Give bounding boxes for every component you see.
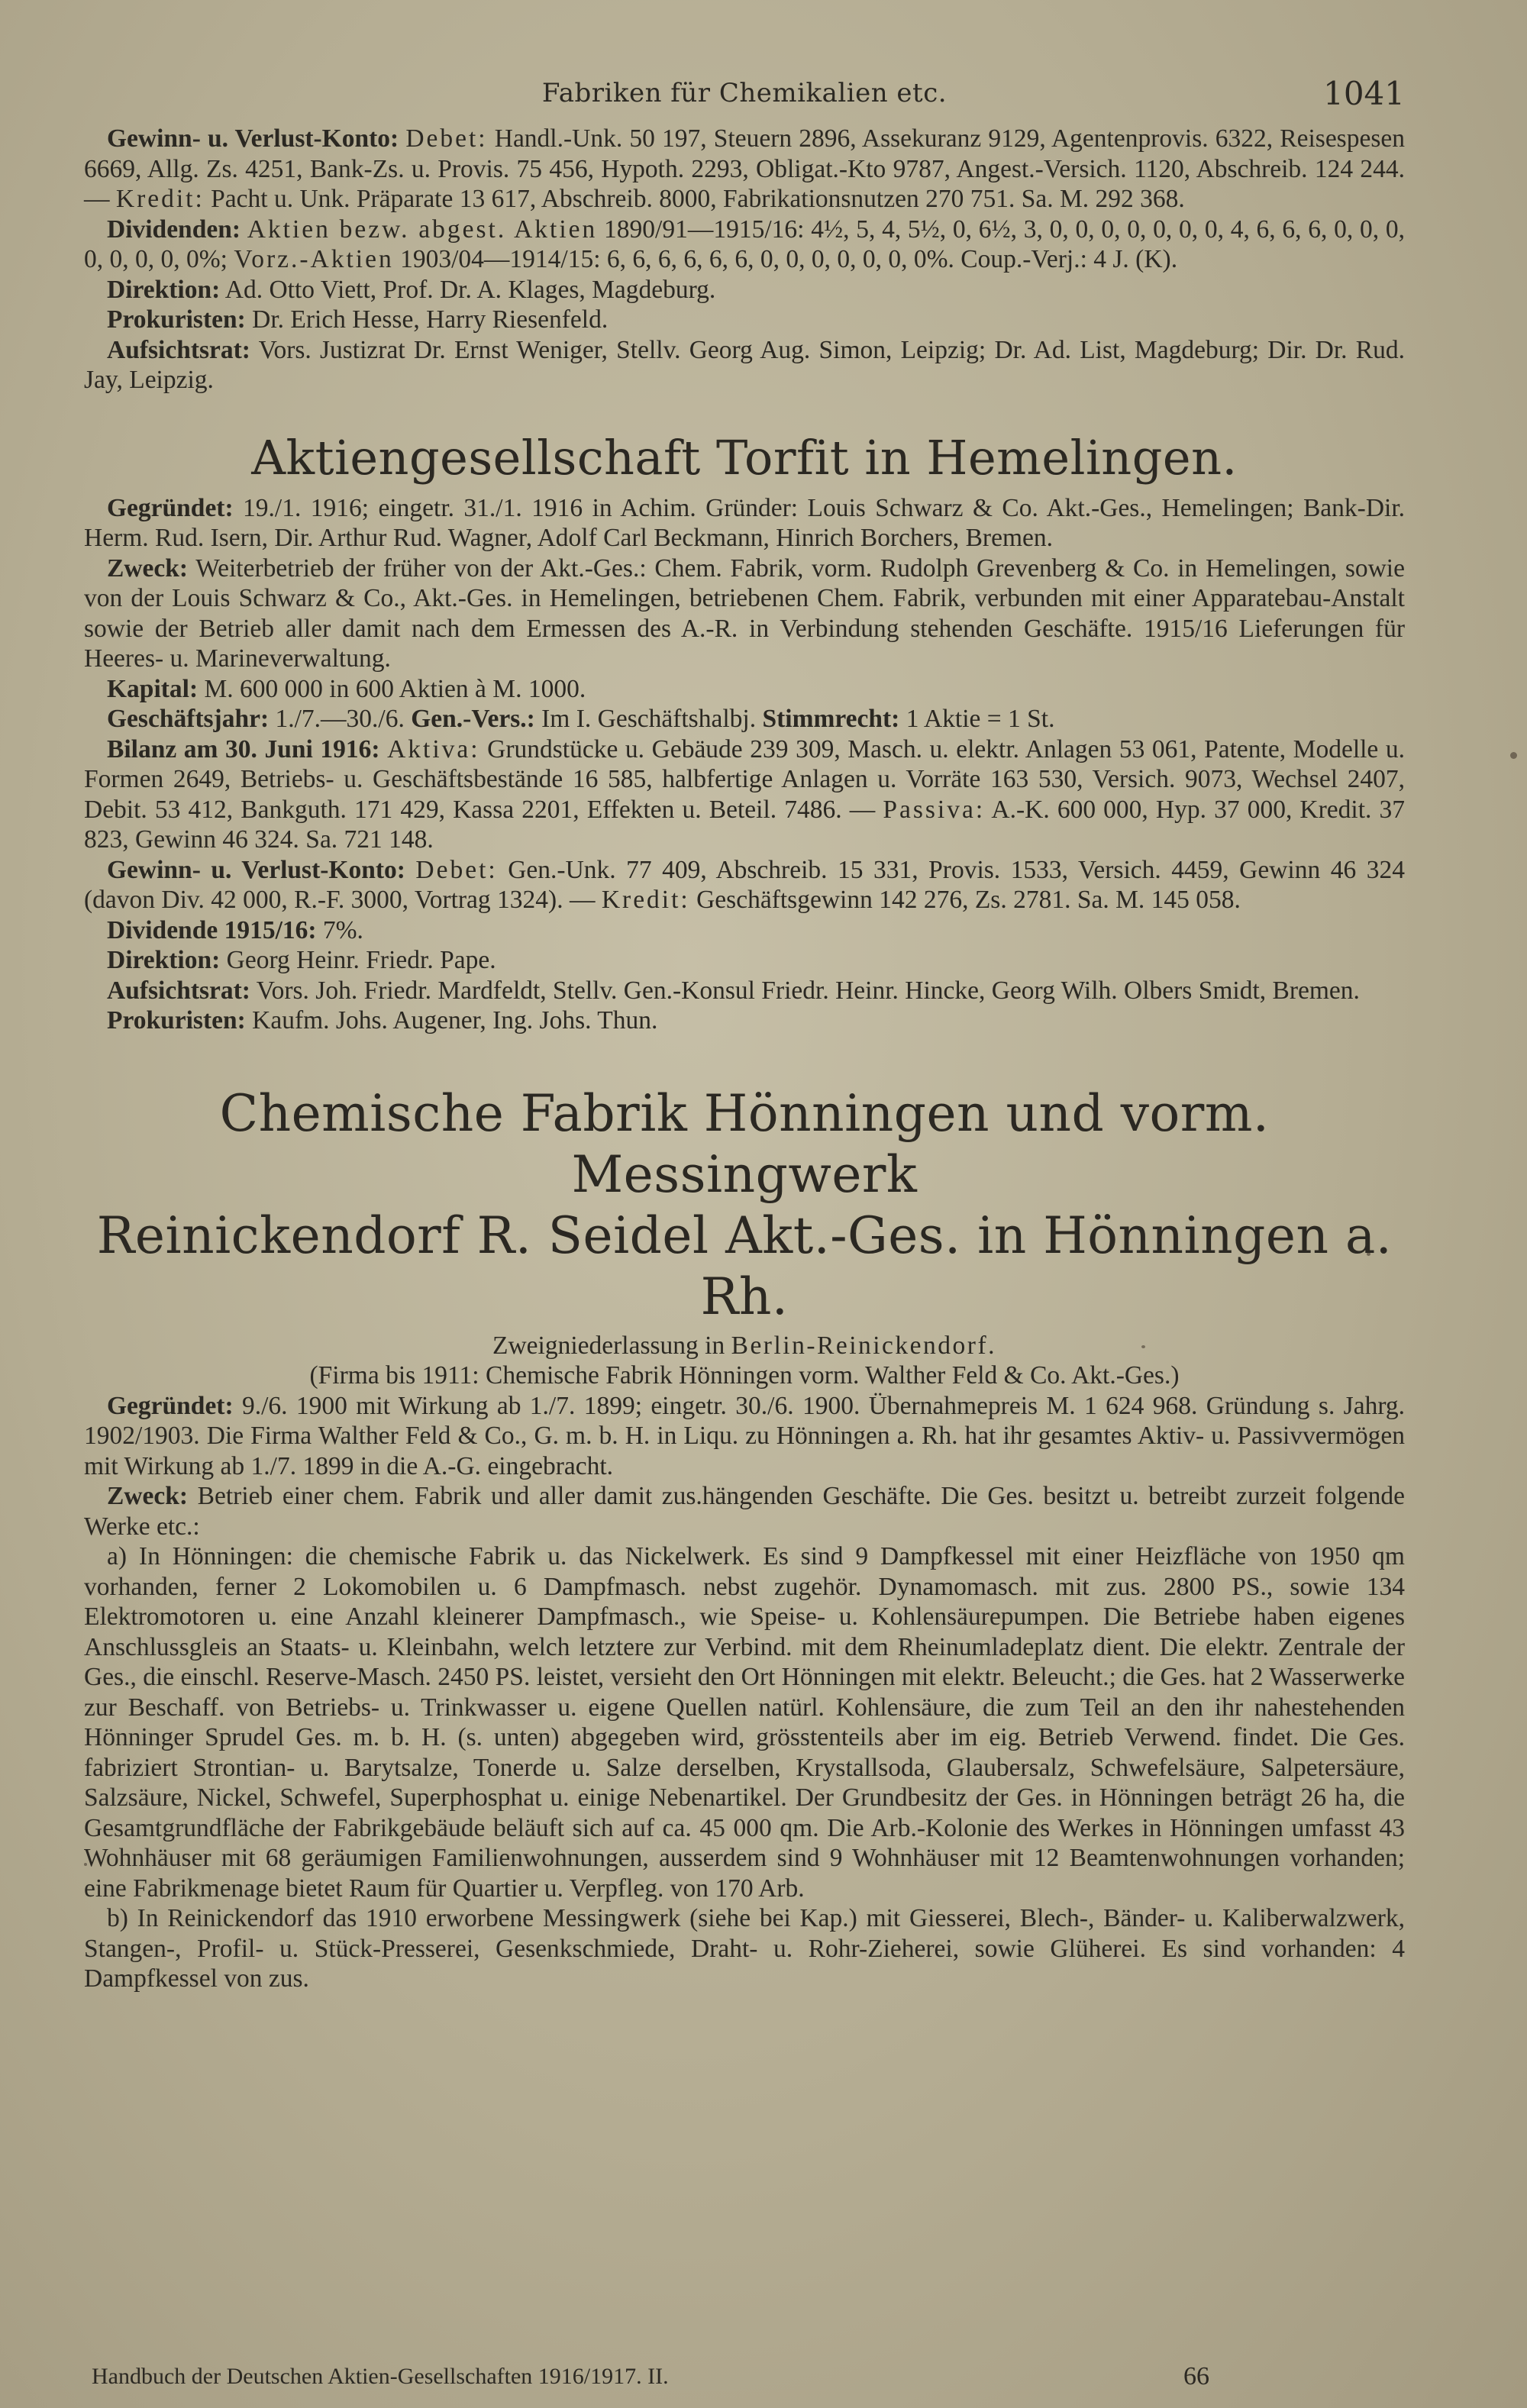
debet-text: Gen.-Unk. 77 409, Abschreib. 15 331, Provis. 1533, Versich. 4459, Gewinn 46 324 (davon Div. 42 000, R.-F. 3000, Vortrag 1324). — [84, 855, 1406, 914]
section-text: Dr. Erich Hesse, Harry Riesenfeld. [252, 305, 609, 334]
section-text: Im I. Geschäftshalbj. [541, 705, 757, 733]
former-firm-note: (Firma bis 1911: Chemische Fabrik Hönningen vorm. Walther Feld & Co. Akt.-Ges.) [309, 1361, 1180, 1390]
section-text: Weiterbetrieb der früher von der Akt.-Ges.: Chem. Fabrik, vorm. Rudolph Grevenberg & Co. in Hemelingen, sowie von der Louis Schwarz & Co., Akt.-Ges. in Hemelingen, betriebenen Chem. Fabrik, verbunden mit einer Apparatebau-Anstalt sowie der Betrieb aller damit nach dem Ermessen des A.-R. in Verbindung stehenden Geschäfte. 1915/16 Lieferungen für Heeres- u. Marineverwaltung. [84, 554, 1405, 673]
company-title-line: Chemische Fabrik Hönningen und vorm. Messingwerk [219, 1083, 1270, 1204]
section-head: Zweck: [107, 1482, 189, 1510]
dividenden-paragraph [84, 215, 1405, 275]
kredit-label: Kredit: [601, 886, 690, 914]
gewinn-verlust-paragraph [84, 855, 1405, 915]
dividende-paragraph [84, 915, 1405, 946]
company-title: Aktiengesellschaft Torfit in Hemelingen. [251, 429, 1238, 486]
section-head: Gegründet: [107, 1391, 234, 1420]
section-head: Zweck: [107, 554, 189, 583]
gegruendet-paragraph [84, 1391, 1405, 1482]
prokuristen-paragraph [84, 305, 1405, 335]
kredit-label: Kredit: [115, 185, 205, 213]
section-head: Aufsichtsrat: [107, 335, 250, 364]
section-head: Dividenden: [107, 215, 241, 244]
section-head: Gewinn- u. Verlust-Konto: [107, 124, 399, 153]
dividend-text: 1890/91—1915/16: 4½, 5, 4, 5½, 0, 6½, 3, 0, 0, 0, 0, 0, 0, 0, 4, 6, 6, 6, 0, 0, 0, 0, 0, 0, 0, 0%; [84, 215, 1406, 273]
section-text: 19./1. 1916; eingetr. 31./1. 1916 in Achim. Gründer: Louis Schwarz & Co. Akt.-Ges., Hemelingen; Bank-Dir. Herm. Rud. Isern, Dir. Arthur Rud. Wagner, Adolf Carl Beckmann, Hinrich Borchers, Bremen. [84, 493, 1406, 552]
dividend-text: 1903/04—1914/15: 6, 6, 6, 6, 6, 6, 0, 0, 0, 0, 0, 0, 0%. Coup.-Verj.: 4 J. (K). [400, 245, 1178, 273]
section-head: Prokuristen: [107, 1006, 246, 1035]
page-number: 1041 [1323, 75, 1405, 112]
section-text: 1 Aktie = 1 St. [906, 705, 1055, 733]
section-text: 7%. [322, 915, 363, 944]
running-head [84, 69, 1405, 124]
debet-label: Debet: [405, 124, 488, 153]
passiva-label: Passiva: [883, 795, 986, 824]
page-content [84, 69, 1405, 1994]
kapital-paragraph [84, 674, 1405, 705]
prokuristen-paragraph [84, 1005, 1405, 1036]
aktiva-label: Aktiva: [387, 734, 480, 763]
company-title-line: Reinickendorf R. Seidel Akt.-Ges. in Hönningen a. Rh. [96, 1206, 1393, 1326]
zweck-paragraph [84, 554, 1405, 674]
section-head: Gegründet: [107, 493, 234, 522]
section-head: Dividende 1915/16: [107, 915, 317, 944]
footer-page-number: 66 [1183, 2362, 1209, 2390]
works-b-paragraph: b) In Reinickendorf das 1910 erworbene Messingwerk (siehe bei Kap.) mit Giesserei, Blech-, Bänder- u. Kaliberwalzwerk, Stangen-, Profil- u. Stück-Presserei, Gesenkschmiede, Draht- u. Rohr-Zieherei, sowie Glüherei. Es sind vorhanden: 4 Dampfkessel von zus. [84, 1904, 1405, 1993]
branch-subtitle [84, 1331, 1405, 1361]
paper-speck [1510, 752, 1517, 759]
footer-text: Handbuch der Deutschen Aktien-Gesellschaften 1916/1917. II. [92, 2364, 669, 2389]
zweck-paragraph [84, 1481, 1405, 1541]
gewinn-verlust-paragraph [84, 124, 1405, 215]
section-text: 1./7.—30./6. [275, 705, 405, 733]
debet-text: Handl.-Unk. 50 197, Steuern 2896, Assekuranz 9129, Agentenprovis. 6322, Reisespesen 6669, Allg. Zs. 4251, Bank-Zs. u. Provis. 75 456, Hypoth. 2293, Obligat.-Kto 9787, Angest.-Versich. 1120, Abschreib. 124 244. — [84, 124, 1405, 213]
aufsichtsrat-paragraph [84, 335, 1405, 395]
aktiva-text: Grundstücke u. Gebäude 239 309, Masch. u. elektr. Anlagen 53 061, Patente, Modelle u. Formen 2649, Betriebs- u. Geschäftsbestände 16 585, halbfertige Anlagen u. Vorräte 163 530, Versich. 9073, Wechsel 2407, Debit. 53 412, Bankguth. 171 429, Kassa 2201, Effekten u. Beteil. 7486. — [84, 734, 1405, 824]
section-text: Ad. Otto Viett, Prof. Dr. A. Klages, Magdeburg. [224, 275, 716, 304]
section-text: 9./6. 1900 mit Wirkung ab 1./7. 1899; eingetr. 30./6. 1900. Übernahmepreis M. 1 624 968. Gründung s. Jahrg. 1902/1903. Die Firma Walther Feld & Co., G. m. b. H. in Liqu. zu Hönningen a. Rh. hat ihr gesamtes Aktiv- u. Passivvermögen mit Wirkung ab 1./7. 1899 in die A.-G. eingebracht. [84, 1391, 1406, 1480]
direktion-paragraph [84, 275, 1405, 305]
dividend-label: Aktien bezw. abgest. Aktien [247, 215, 598, 244]
section-head: Direktion: [107, 275, 221, 304]
section-head: Prokuristen: [107, 305, 246, 334]
direktion-paragraph [84, 945, 1405, 976]
section-head: Aufsichtsrat: [107, 976, 250, 1005]
company-title [84, 1083, 1405, 1328]
section-head: Direktion: [107, 946, 221, 974]
passiva-text: A.-K. 600 000, Hyp. 37 000, Kredit. 37 823, Gewinn 46 324. Sa. 721 148. [84, 795, 1405, 854]
subtitle-prefix: Zweigniederlassung in [492, 1331, 725, 1360]
section-head: Stimmrecht: [762, 705, 900, 733]
kredit-text: Pacht u. Unk. Präparate 13 617, Abschreib. 8000, Fabrikationsnutzen 270 751. Sa. M. 292 368. [211, 185, 1185, 213]
section-head: Kapital: [107, 674, 199, 703]
section-text: Betrieb einer chem. Fabrik und aller damit zus.hängenden Geschäfte. Die Ges. besitzt u. betreibt zurzeit folgende Werke etc.: [84, 1482, 1405, 1541]
aufsichtsrat-paragraph [84, 976, 1405, 1006]
bilanz-paragraph [84, 734, 1405, 855]
geschaeftsjahr-paragraph [84, 704, 1405, 734]
subtitle-place: Berlin-Reinickendorf. [731, 1331, 996, 1360]
section-head: Gen.-Vers.: [411, 705, 535, 733]
section-text: Georg Heinr. Friedr. Pape. [226, 946, 496, 974]
section-text: Kaufm. Johs. Augener, Ing. Johs. Thun. [252, 1006, 658, 1035]
kredit-text: Geschäftsgewinn 142 276, Zs. 2781. Sa. M. 145 058. [696, 886, 1241, 914]
works-a-paragraph: a) In Hönningen: die chemische Fabrik u. das Nickelwerk. Es sind 9 Dampfkessel mit einer Heizfläche von 1950 qm vorhanden, ferner 2 Lokomobilen u. 6 Dampfmasch. nebst zugehör. Dynamomasch. mit zus. 2800 PS., sowie 134 Elektromotoren u. eine Anzahl kleinerer Dampfmasch., wie Speise- u. Kohlensäurepumpen. Die Betriebe haben eigenes Anschlussgleis an Staats- u. Kleinbahn, welch letztere zur Verbind. mit dem Rheinumladeplatz dient. Die elektr. Zentrale der Ges., die einschl. Reserve-Masch. 2450 PS. leistet, versieht den Ort Hönningen mit elektr. Beleucht.; die Ges. hat 2 Wasserwerke zur Beschaff. von Betriebs- u. Trinkwasser u. eigene Quellen natürl. Kohlensäure, die zum Teil an den ihr nahestehenden Hönninger Sprudel Ges. m. b. H. (s. unten) abgegeben wird, grösstenteils aber im eig. Betrieb Verwend. findet. Die Ges. fabriziert Strontian- u. Barytsalze, Tonerde u. Salze derselben, Krystallsoda, Glaubersalz, Schwefelsäure, Salpetersäure, Salzsäure, Nickel, Schwefel, Superphosphat u. einige Nebenartikel. Der Grundbesitz der Ges. in Hönningen beträgt 26 ha, die Gesamtgrundfläche der Fabrikgebäude beläuft sich auf ca. 45 000 qm. Die Arb.-Kolonie des Werkes in Hönningen umfasst 43 Wohnhäuser mit 68 geräumigen Familienwohnungen, ausserdem sind 9 Wohnhäuser mit 12 Beamtenwohnungen vorhanden; eine Fabrikmenage bietet Raum für Quartier u. Verpfleg. von 170 Arb. [84, 1542, 1405, 1903]
section-head: Geschäftsjahr: [107, 705, 270, 733]
section-text: Vors. Joh. Friedr. Mardfeldt, Stellv. Gen.-Konsul Friedr. Heinr. Hincke, Georg Wilh. Olbers Smidt, Bremen. [256, 976, 1360, 1005]
section-text: M. 600 000 in 600 Aktien à M. 1000. [204, 674, 586, 703]
gegruendet-paragraph [84, 493, 1405, 554]
section-head: Gewinn- u. Verlust-Konto: [107, 855, 405, 884]
section-head: Bilanz am 30. Juni 1916: [107, 734, 380, 763]
section-text: Vors. Justizrat Dr. Ernst Weniger, Stellv. Georg Aug. Simon, Leipzig; Dr. Ad. List, Magdeburg; Dir. Dr. Rud. Jay, Leipzig. [84, 335, 1405, 394]
dividend-label: Vorz.-Aktien [234, 245, 394, 273]
debet-label: Debet: [415, 855, 498, 884]
running-title: Fabriken für Chemikalien etc. [541, 78, 948, 108]
page-footer [92, 2364, 1222, 2390]
